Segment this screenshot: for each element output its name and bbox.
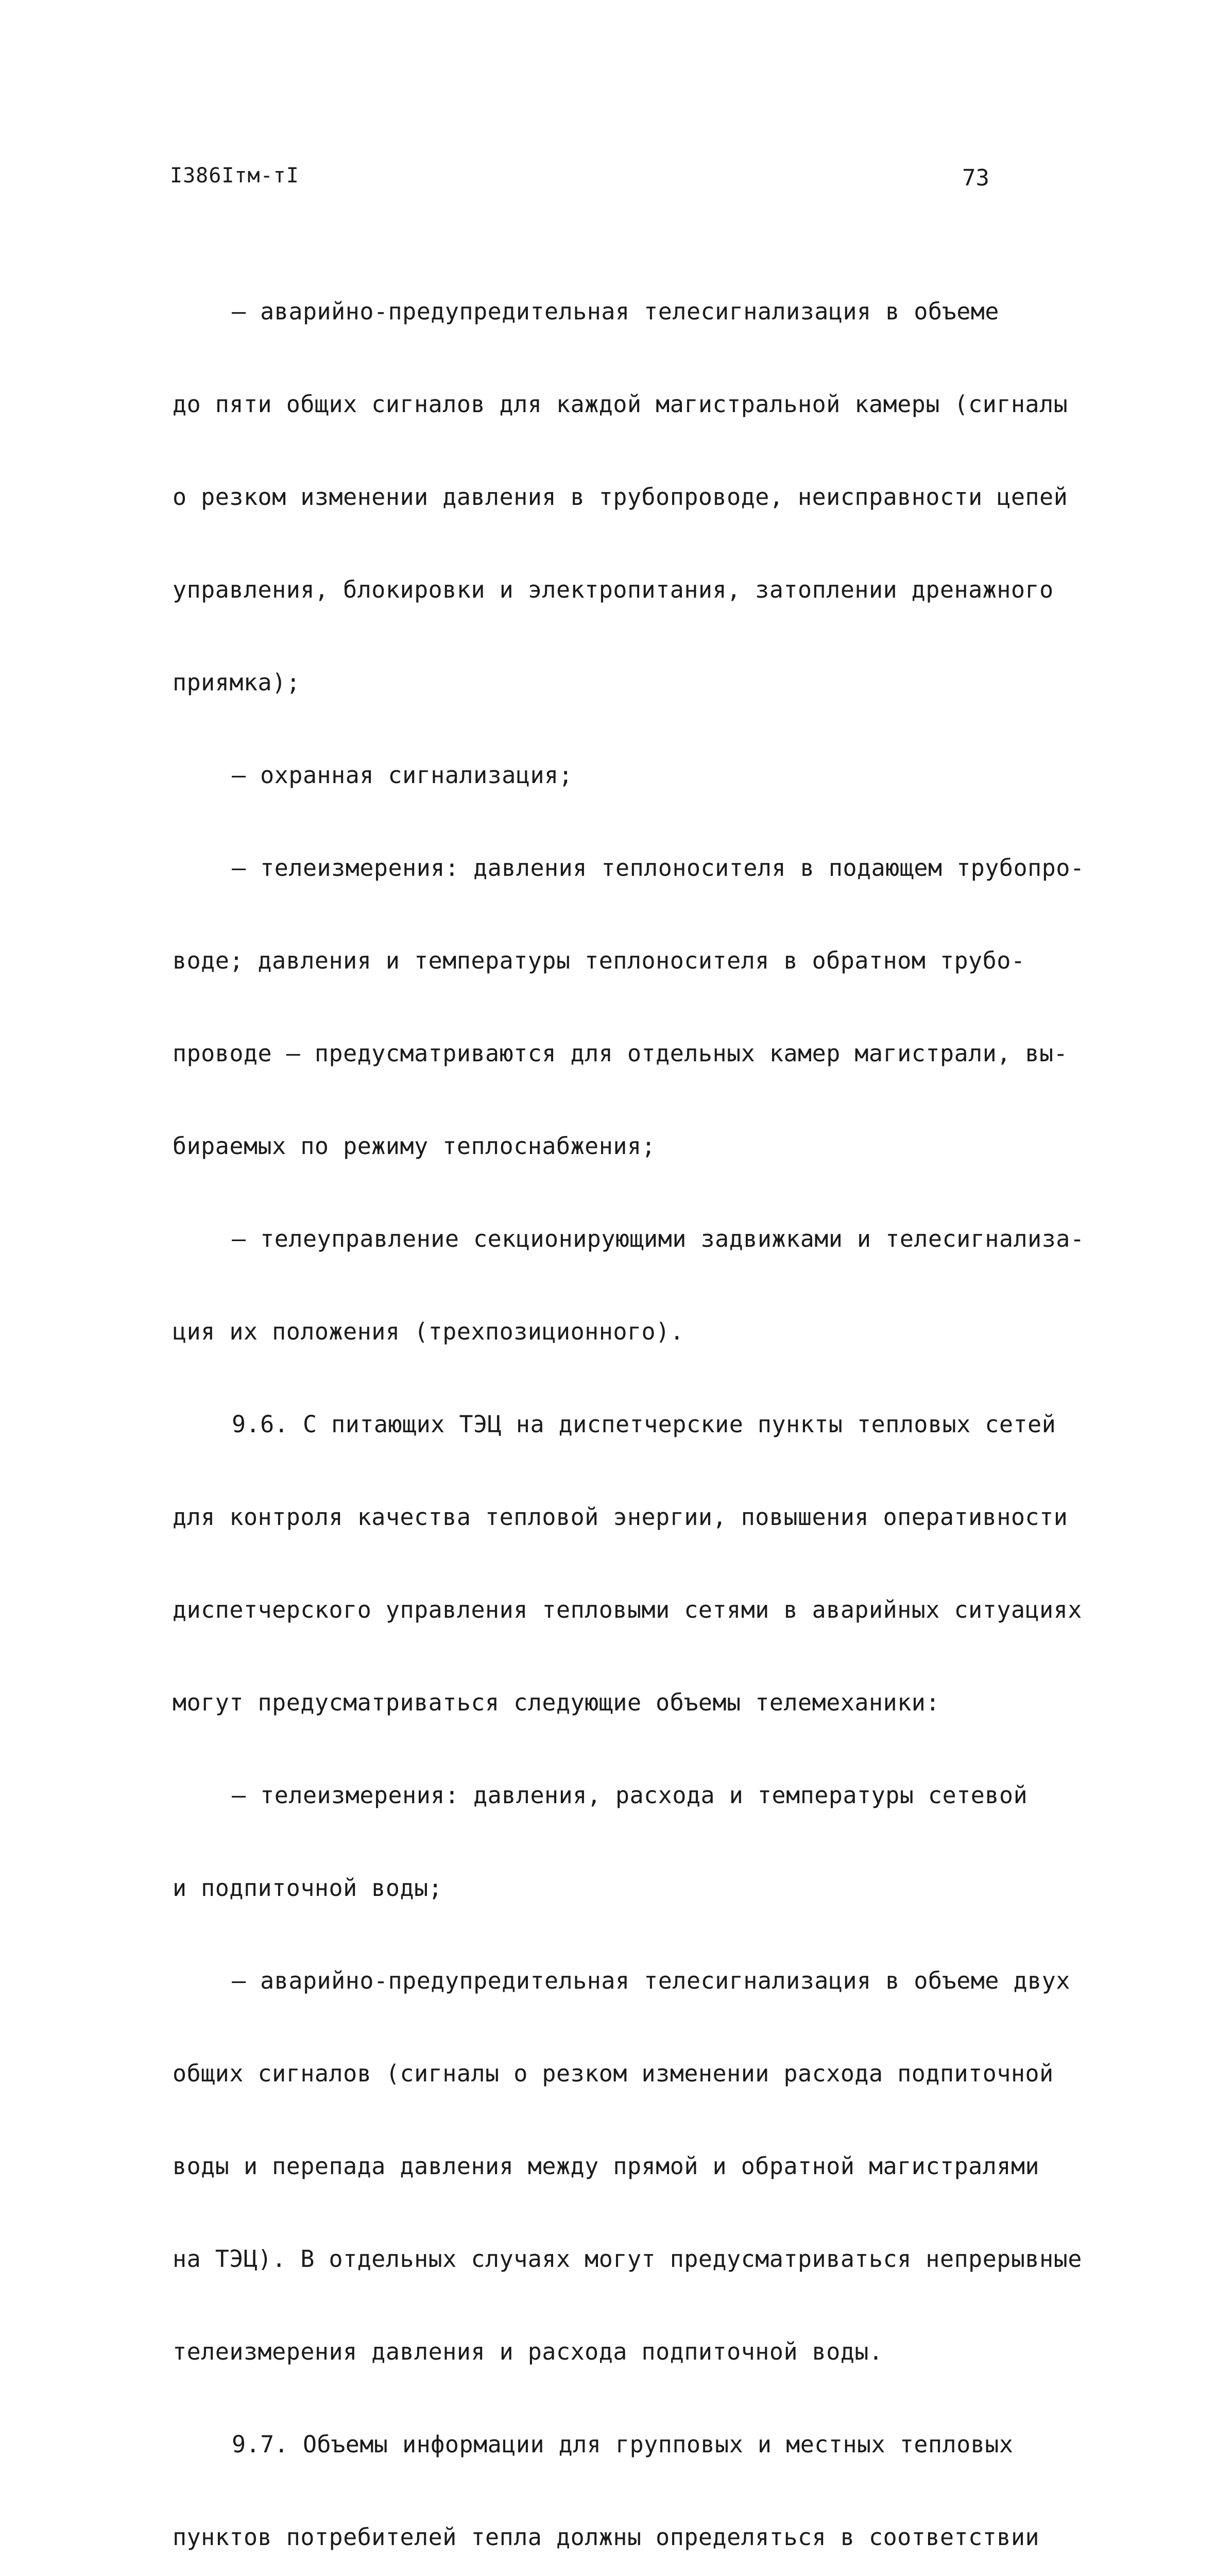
text-line: диспетчерского управления тепловыми сетями в аварийных ситуациях xyxy=(173,1596,1082,1623)
text-line: – охранная сигнализация; xyxy=(232,761,573,789)
body-text xyxy=(173,234,1084,2576)
text-line: пунктов потребителей тепла должны определяться в соответствии xyxy=(173,2523,1040,2551)
text-line: воде; давления и температуры теплоносителя в обратном трубо- xyxy=(173,947,1025,974)
page-number: 73 xyxy=(962,165,989,191)
text-line: – телеизмерения: давления, расхода и температуры сетевой xyxy=(232,1782,1028,1809)
text-line: о резком изменении давления в трубопроводе, неисправности цепей xyxy=(173,483,1068,511)
text-line: приямка); xyxy=(173,669,301,696)
text-line: – аварийно-предупредительная телесигнализация в объеме двух xyxy=(232,1967,1070,1994)
text-line: – телеизмерения: давления теплоносителя в подающем трубопро- xyxy=(232,854,1085,882)
text-line: – аварийно-предупредительная телесигнализация в объеме xyxy=(232,298,999,325)
text-line: и подпиточной воды; xyxy=(173,1874,443,1902)
text-line: 9.7. Объемы информации для групповых и местных тепловых xyxy=(232,2431,1014,2458)
text-line: для контроля качества тепловой энергии, повышения оперативности xyxy=(173,1503,1068,1531)
text-line: проводе – предусматриваются для отдельных камер магистрали, вы- xyxy=(173,1040,1068,1067)
text-line: бираемых по режиму теплоснабжения; xyxy=(173,1132,656,1160)
text-line: телеизмерения давления и расхода подпиточной воды. xyxy=(173,2338,883,2365)
text-line: до пяти общих сигналов для каждой магистральной камеры (сигналы xyxy=(173,391,1068,418)
text-line: 9.6. С питающих ТЭЦ на диспетчерские пункты тепловых сетей xyxy=(232,1411,1056,1438)
text-line: – телеуправление секционирующими задвижками и телесигнализа- xyxy=(232,1225,1085,1252)
text-line: общих сигналов (сигналы о резком изменении расхода подпиточной xyxy=(173,2060,1054,2087)
text-line: ция их положения (трехпозиционного). xyxy=(173,1318,684,1345)
text-line: воды и перепада давления между прямой и обратной магистралями xyxy=(173,2153,1040,2180)
document-code: I386Iтм-тI xyxy=(170,164,299,188)
text-line: могут предусматриваться следующие объемы телемеханики: xyxy=(173,1689,940,1716)
text-line: на ТЭЦ). В отдельных случаях могут предусматриваться непрерывные xyxy=(173,2245,1082,2273)
text-line: управления, блокировки и электропитания, затоплении дренажного xyxy=(173,576,1054,603)
